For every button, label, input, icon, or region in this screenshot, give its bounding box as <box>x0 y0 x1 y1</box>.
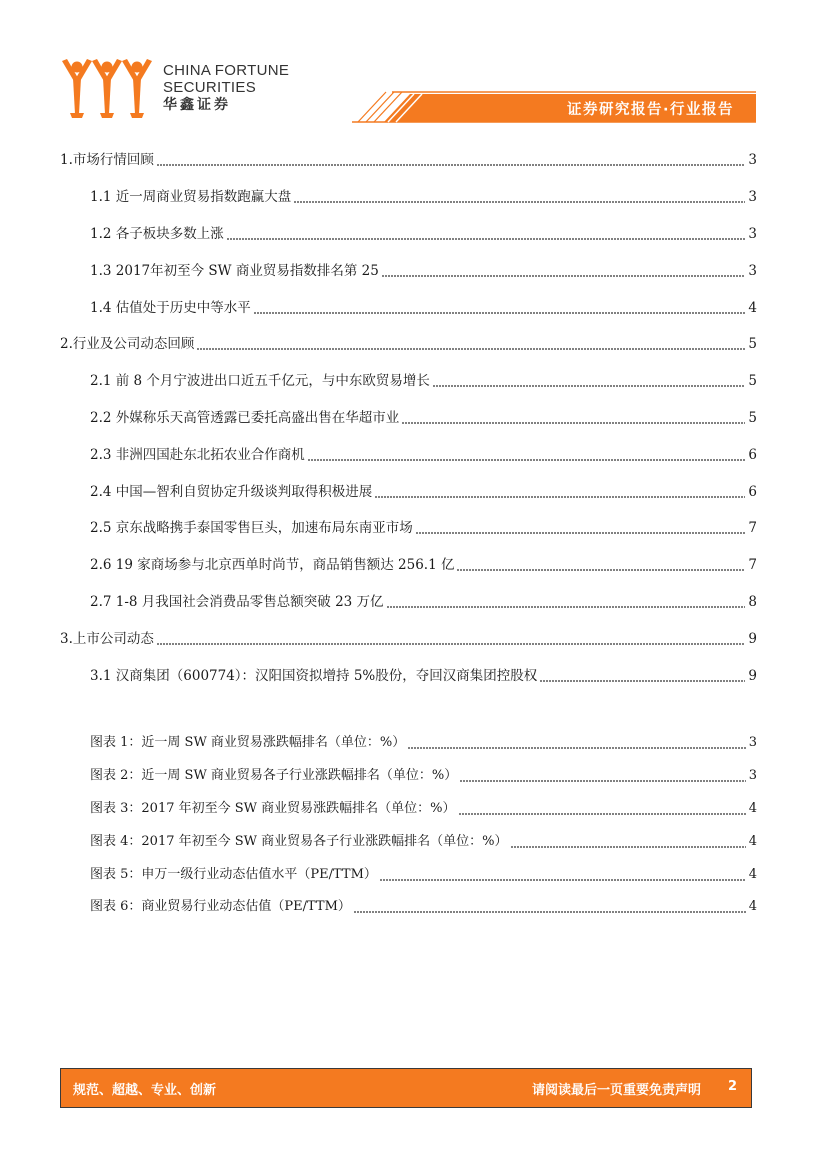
toc-entry-label: 2.1 前 8 个月宁波进出口近五千亿元，与中东欧贸易增长 <box>90 373 430 390</box>
dot-leader <box>227 238 746 240</box>
table-of-contents <box>60 142 757 694</box>
toc-entry-page: 3 <box>748 189 757 206</box>
toc-entry-label: 1.4 估值处于历史中等水平 <box>90 299 251 316</box>
toc-subentry[interactable] <box>60 363 757 400</box>
dot-leader <box>294 201 745 203</box>
toc-entry-label: 1.市场行情回顾 <box>60 152 154 169</box>
figure-entry[interactable] <box>90 891 757 924</box>
toc-subentry[interactable] <box>60 400 757 437</box>
dot-leader <box>416 532 746 534</box>
toc-entry-page: 8 <box>748 593 757 610</box>
footer-disclaimer: 请阅读最后一页重要免责声明 <box>531 1083 701 1098</box>
dot-leader <box>157 643 746 645</box>
toc-entry-page: 5 <box>748 373 757 390</box>
dot-leader <box>540 680 745 682</box>
figure-entry-label: 图表 2：近一周 SW 商业贸易各子行业涨跌幅排名（单位：%） <box>90 768 458 784</box>
figure-entry-label: 图表 4：2017 年初至今 SW 商业贸易各子行业涨跌幅排名（单位：%） <box>90 833 508 849</box>
dot-leader <box>402 422 745 424</box>
figure-entry-label: 图表 6：商业贸易行业动态估值（PE/TTM） <box>90 899 351 915</box>
toc-entry-label: 2.6 19 家商场参与北京西单时尚节，商品销售额达 256.1 亿 <box>90 557 455 574</box>
toc-entry-label: 2.4 中国—智利自贸协定升级谈判取得积极进展 <box>90 483 373 500</box>
toc-subentry[interactable] <box>60 657 757 694</box>
brand-name-cn: 华鑫证券 <box>163 97 231 113</box>
logo-figure-icon <box>92 59 122 118</box>
toc-subentry[interactable] <box>60 436 757 473</box>
figure-entry[interactable] <box>90 727 757 760</box>
dot-leader <box>197 348 745 350</box>
toc-subentry[interactable] <box>60 252 757 289</box>
dot-leader <box>511 846 746 848</box>
toc-entry-page: 5 <box>748 336 757 353</box>
footer-motto: 规范、超越、专业、创新 <box>73 1083 217 1098</box>
toc-entry-page: 9 <box>748 667 757 684</box>
logo-figure-icon <box>122 59 152 118</box>
logo-figure-icon <box>62 59 92 118</box>
toc-entry-page: 7 <box>748 520 757 537</box>
dot-leader <box>308 459 746 461</box>
dot-leader <box>460 780 745 782</box>
figure-entry-page: 4 <box>748 800 757 816</box>
dot-leader <box>459 813 746 815</box>
toc-subentry[interactable] <box>60 216 757 253</box>
toc-entry-label: 2.行业及公司动态回顾 <box>60 336 195 353</box>
toc-subentry[interactable] <box>60 547 757 584</box>
figure-entry[interactable] <box>90 793 757 826</box>
dot-leader <box>387 606 746 608</box>
toc-subentry[interactable] <box>60 473 757 510</box>
dot-leader <box>382 275 746 277</box>
page-number: 2 <box>727 1079 737 1094</box>
figure-entry[interactable] <box>90 825 757 858</box>
toc-subentry[interactable] <box>60 510 757 547</box>
dot-leader <box>457 569 745 571</box>
toc-entry-label: 2.5 京东战略携手泰国零售巨头，加速布局东南亚市场 <box>90 520 413 537</box>
dot-leader <box>254 312 746 314</box>
toc-entry-page: 3 <box>748 152 757 169</box>
toc-entry-page: 9 <box>748 630 757 647</box>
toc-entry-label: 2.7 1-8 月我国社会消费品零售总额突破 23 万亿 <box>90 593 384 610</box>
dot-leader <box>157 164 746 166</box>
toc-entry-page: 6 <box>748 483 757 500</box>
dot-leader <box>433 385 745 387</box>
toc-entry-label: 1.1 近一周商业贸易指数跑赢大盘 <box>90 189 292 206</box>
brand-name-en-line2: SECURITIES <box>163 79 257 96</box>
figure-entry[interactable] <box>90 760 757 793</box>
toc-entry-page: 4 <box>748 299 757 316</box>
toc-entry[interactable] <box>60 326 757 363</box>
toc-subentry[interactable] <box>60 289 757 326</box>
figure-entry-label: 图表 3：2017 年初至今 SW 商业贸易涨跌幅排名（单位：%） <box>90 800 456 816</box>
toc-entry-label: 3.1 汉商集团（600774）：汉阳国资拟增持 5%股份，夺回汉商集团控股权 <box>90 667 538 684</box>
toc-entry-label: 2.3 非洲四国赴东北拓农业合作商机 <box>90 446 305 463</box>
company-logo-icon <box>58 58 158 120</box>
figure-entry-page: 3 <box>748 735 757 751</box>
dot-leader <box>375 496 745 498</box>
figure-entry-page: 4 <box>748 866 757 882</box>
toc-entry-label: 1.3 2017年初至今 SW 商业贸易指数排名第 25 <box>90 262 379 279</box>
page-footer <box>60 1068 752 1108</box>
dot-leader <box>408 747 745 749</box>
dot-leader <box>354 911 746 913</box>
toc-entry-page: 3 <box>748 262 757 279</box>
toc-entry-page: 6 <box>748 446 757 463</box>
toc-entry-label: 1.2 各子板块多数上涨 <box>90 225 224 242</box>
figure-entry-page: 4 <box>748 833 757 849</box>
report-type-label: 证券研究报告·行业报告 <box>566 102 734 118</box>
toc-entry-page: 3 <box>748 225 757 242</box>
figure-entry-page: 4 <box>748 899 757 915</box>
toc-entry[interactable] <box>60 142 757 179</box>
toc-entry[interactable] <box>60 620 757 657</box>
list-of-figures <box>90 727 757 924</box>
dot-leader <box>380 879 746 881</box>
toc-subentry[interactable] <box>60 179 757 216</box>
figure-entry-label: 图表 1：近一周 SW 商业贸易涨跌幅排名（单位：%） <box>90 735 406 751</box>
toc-entry-page: 7 <box>748 557 757 574</box>
figure-entry-page: 3 <box>748 768 757 784</box>
toc-entry-label: 3.上市公司动态 <box>60 630 154 647</box>
toc-entry-page: 5 <box>748 409 757 426</box>
figure-entry[interactable] <box>90 858 757 891</box>
brand-name-en-line1: CHINA FORTUNE <box>163 62 290 79</box>
figure-entry-label: 图表 5：申万一级行业动态估值水平（PE/TTM） <box>90 866 377 882</box>
toc-entry-label: 2.2 外媒称乐天高管透露已委托高盛出售在华超市业 <box>90 409 400 426</box>
toc-subentry[interactable] <box>60 584 757 621</box>
